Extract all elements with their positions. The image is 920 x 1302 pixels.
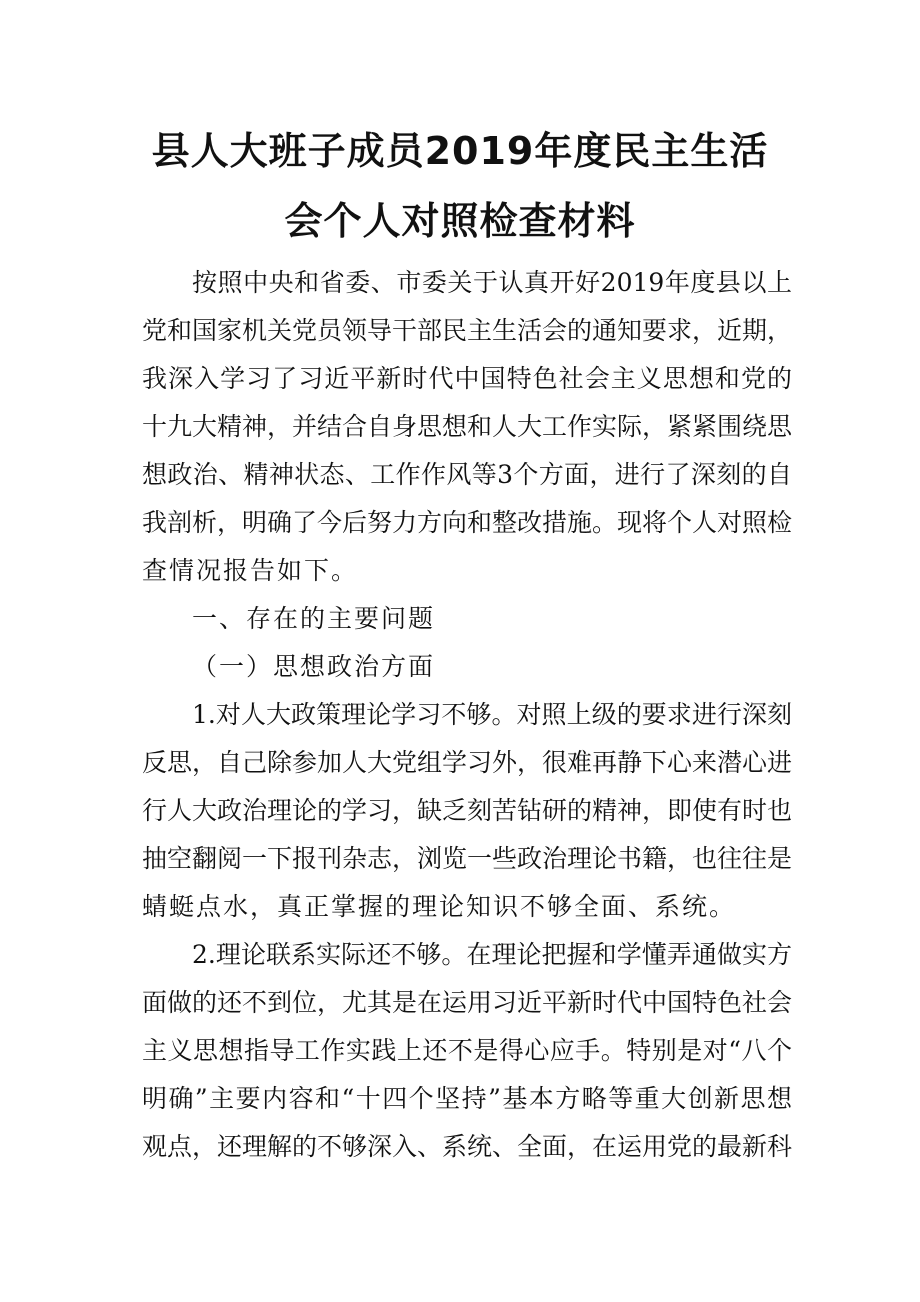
item-1-line: 反思，自己除参加人大党组学习外，很难再静下心来潜心进 [142,748,793,777]
intro-line: 十九大精神，并结合自身思想和人大工作实际，紧紧围绕思 [142,412,793,441]
item-2-line: 主义思想指导工作实践上还不是得心应手。特别是对“八个 [142,1036,792,1065]
intro-line: 党和国家机关党员领导干部民主生活会的通知要求，近期， [142,316,793,345]
item-2-line: 2.理论联系实际还不够。在理论把握和学懂弄通做实方 [192,940,792,969]
subsection-heading: （一）思想政治方面 [192,652,436,681]
item-1-line: 行人大政治理论的学习，缺乏刻苦钻研的精神，即使有时也 [142,796,793,825]
intro-line: 我剖析，明确了今后努力方向和整改措施。现将个人对照检 [142,508,793,537]
document-title-line-2: 会个人对照检查材料 [284,199,636,243]
intro-line: 查情况报告如下。 [142,556,359,585]
document-title-line-1: 县人大班子成员2019年度民主生活 [151,129,769,173]
intro-line: 按照中央和省委、市委关于认真开好2019年度县以上 [192,268,792,297]
intro-line: 想政治、精神状态、工作作风等3个方面，进行了深刻的自 [142,460,792,489]
item-1-line: 蜻蜓点水，真正掌握的理论知识不够全面、系统。 [142,892,737,921]
item-2-line: 面做的还不到位，尤其是在运用习近平新时代中国特色社会 [142,988,793,1017]
item-2-line: 明确”主要内容和“十四个坚持”基本方略等重大创新思想 [142,1084,792,1113]
item-2-line: 观点，还理解的不够深入、系统、全面，在运用党的最新科 [142,1132,793,1161]
section-heading: 一、存在的主要问题 [192,604,436,633]
intro-line: 我深入学习了习近平新时代中国特色社会主义思想和党的 [142,364,792,393]
item-1-line: 1.对人大政策理论学习不够。对照上级的要求进行深刻 [192,700,792,729]
item-1-line: 抽空翻阅一下报刊杂志，浏览一些政治理论书籍，也往往是 [142,844,793,873]
